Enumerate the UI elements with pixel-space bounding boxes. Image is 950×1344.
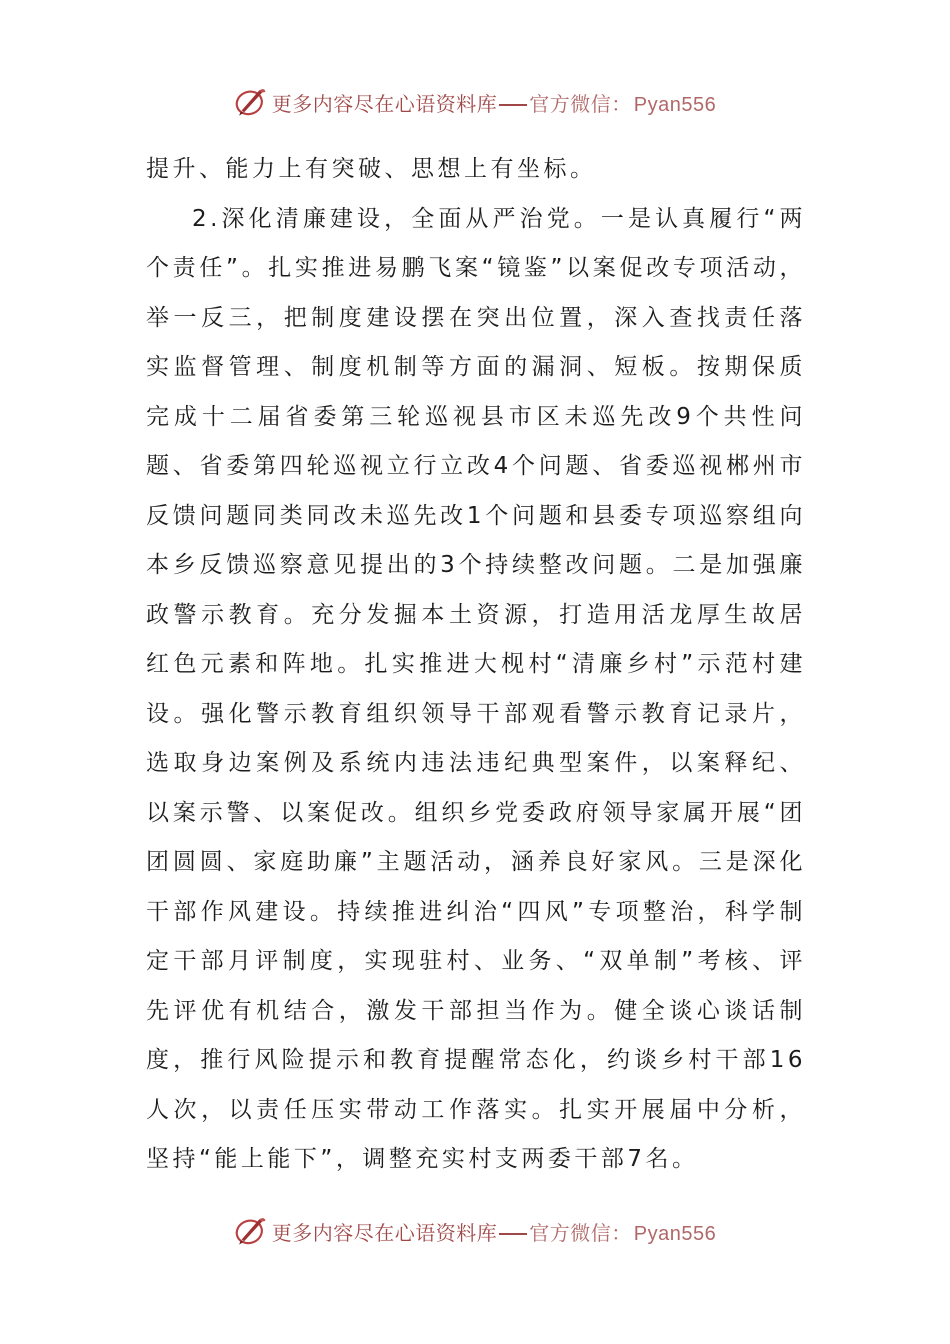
quill-logo-icon [234,85,268,119]
watermark-text: 更多内容尽在心语资料库 官方微信： Pyan556 [271,1220,717,1245]
watermark-banner-bottom [0,1211,950,1251]
watermark-banner-top [0,82,950,122]
separator-dash [499,104,527,106]
watermark-text: 更多内容尽在心语资料库 官方微信： Pyan556 [271,91,717,116]
separator-dash [499,1233,527,1235]
quill-logo-icon [234,1214,268,1248]
document-body [146,145,806,1185]
paragraph-1: 提升、能力上有突破、思想上有坐标。 [146,156,597,182]
paragraph-2: 2.深化清廉建设，全面从严治党。一是认真履行“两个责任”。扎实推进易鹏飞案“镜鉴”以案促改专项活动，举一反三，把制度建设摆在突出位置，深入查找责任落实监督管理、制度机制等方面的漏洞、短板。按期保质完成十二届省委第三轮巡视县市区未巡先改9个共性问题、省委第四轮巡视立行立改4个问题、省委巡视郴州市反馈问题同类同改未巡先改1个问题和县委专项巡察组向本乡反馈巡察意见提出的3个持续整改问题。二是加强廉政警示教育。充分发掘本土资源，打造用活龙厚生故居红色元素和阵地。扎实推进大枧村“清廉乡村”示范村建设。强化警示教育组织领导干部观看警示教育记录片，选取身边案例及系统内违法违纪典型案件，以案释纪、以案示警、以案促改。组织乡党委政府领导家属开展“团团圆圆、家庭助廉”主题活动，涵养良好家风。三是深化干部作风建设。持续推进纠治“四风”专项整治，科学制定干部月评制度，实现驻村、业务、“双单制”考核、评先评优有机结合，激发干部担当作为。健全谈心谈话制度，推行风险提示和教育提醒常态化，约谈乡村干部16人次，以责任压实带动工作落实。扎实开展届中分析，坚持“能上能下”，调整充实村支两委干部7名。 [146,205,806,1172]
